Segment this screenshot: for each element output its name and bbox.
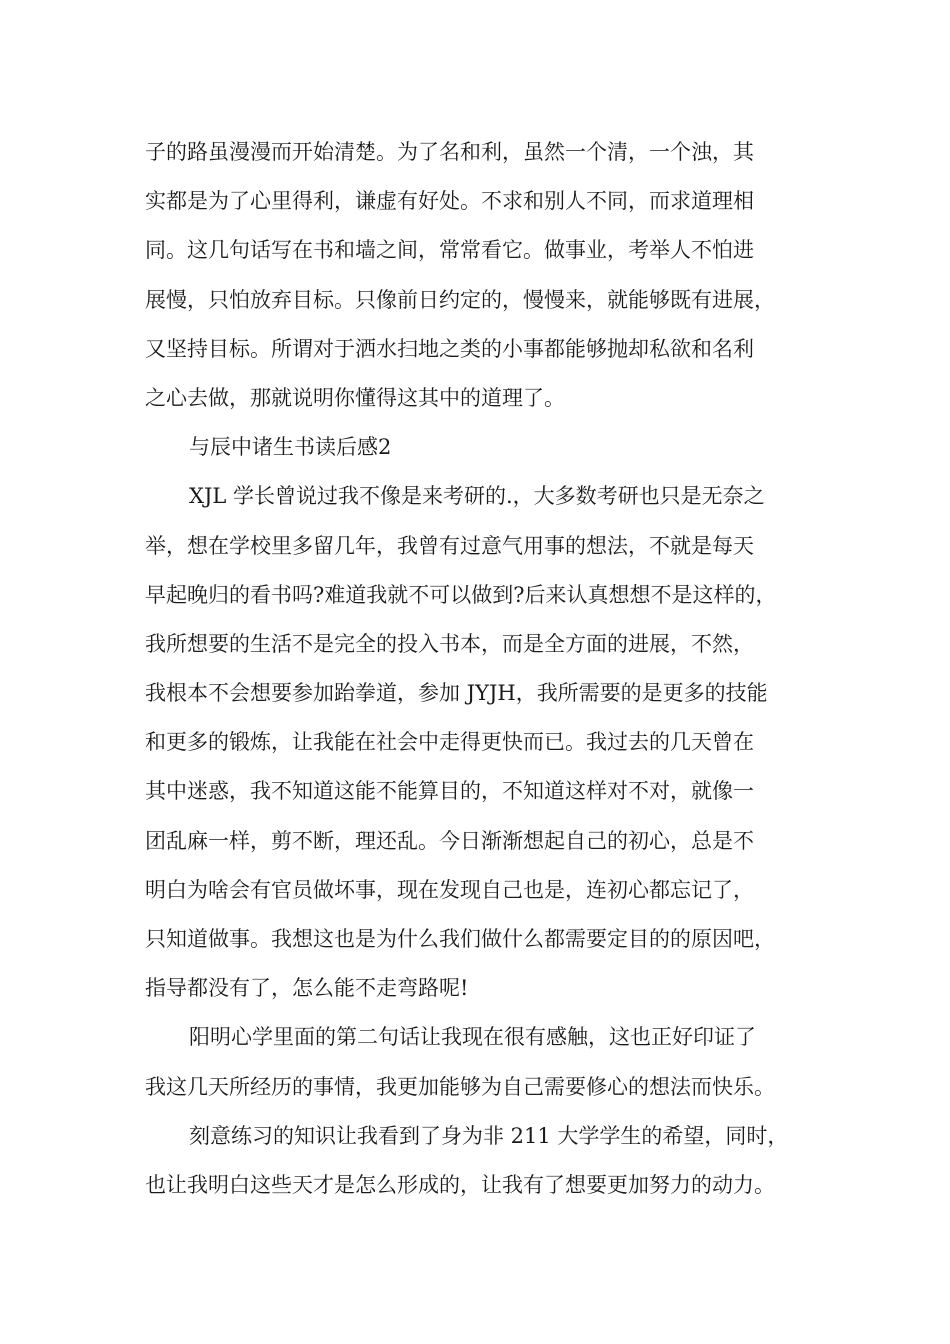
text-line: 团乱麻一样，剪不断，理还乱。今日渐渐想起自己的初心，总是不 [145, 828, 754, 853]
text-line: 也让我明白这些天才是怎么形成的，让我有了想要更加努力的动力。 [145, 1172, 775, 1197]
text-line: 与辰中诸生书读后感2 [189, 435, 392, 460]
text-line: 其中迷惑，我不知道这能不能算目的，不知道这样对不对，就像一 [145, 779, 754, 804]
text-line: 和更多的锻炼，让我能在社会中走得更快而已。我过去的几天曾在 [145, 730, 754, 755]
text-line: 同。这几句话写在书和墙之间，常常看它。做事业，考举人不怕进 [145, 238, 754, 263]
text-line: 明白为啥会有官员做坏事，现在发现自己也是，连初心都忘记了， [145, 877, 754, 902]
text-line: 我这几天所经历的事情，我更加能够为自己需要修心的想法而快乐。 [145, 1074, 775, 1099]
text-line: 子的路虽漫漫而开始清楚。为了名和利，虽然一个清，一个浊，其 [145, 140, 754, 164]
text-line: 阳明心学里面的第二句话让我现在很有感触，这也正好印证了 [189, 1025, 756, 1050]
text-line: 又坚持目标。所谓对于洒水扫地之类的小事都能够抛却私欲和名利 [145, 336, 754, 361]
text-line: 我根本不会想要参加跆拳道，参加 JYJH，我所需要的是更多的技能 [145, 681, 768, 706]
document-body [145, 128, 835, 1210]
text-line: 只知道做事。我想这也是为什么我们做什么都需要定目的的原因吧， [145, 927, 775, 951]
text-line: 实都是为了心里得利，谦虚有好处。不求和别人不同，而求道理相 [145, 189, 754, 214]
text-line: XJL 学长曾说过我不像是来考研的.，大多数考研也只是无奈之 [189, 484, 765, 509]
text-line: 之心去做，那就说明你懂得这其中的道理了。 [145, 385, 565, 410]
text-line: 我所想要的生活不是完全的投入书本，而是全方面的进展，不然， [145, 631, 754, 656]
text-line: 指导都没有了，怎么能不走弯路呢! [145, 976, 469, 1001]
text-line: 展慢，只怕放弃目标。只像前日约定的，慢慢来，就能够既有进展， [145, 287, 775, 312]
text-line: 刻意练习的知识让我看到了身为非 211 大学学生的希望，同时， [189, 1123, 789, 1148]
text-line: 早起晚归的看书吗?难道我就不可以做到?后来认真想想不是这样的， [145, 582, 777, 607]
text-line: 举，想在学校里多留几年，我曾有过意气用事的想法，不就是每天 [145, 533, 754, 558]
